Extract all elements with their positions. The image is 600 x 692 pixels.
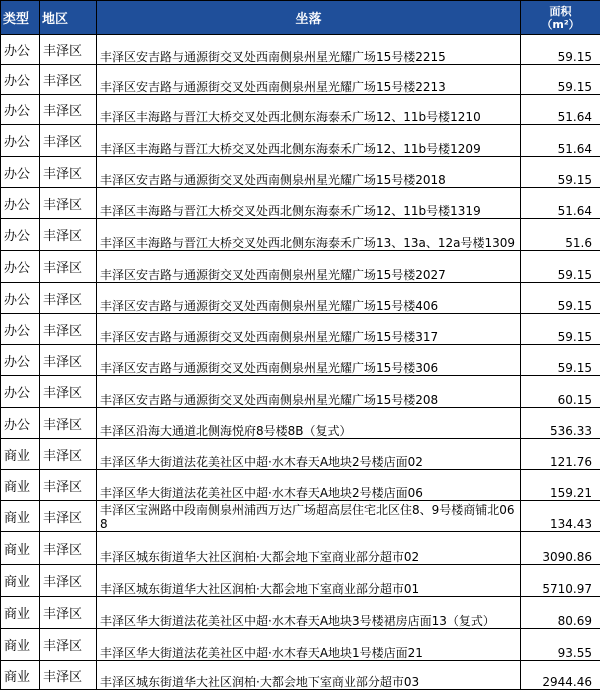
table-row xyxy=(1,219,600,251)
cell-address: 丰泽区丰海路与晋江大桥交叉处西北侧东海泰禾广场13、13a、12a号楼1309 xyxy=(97,219,521,251)
cell-address: 丰泽区城东街道华大社区润柏·大都会地下室商业部分超市03 xyxy=(97,661,521,690)
cell-type: 办公 xyxy=(1,314,40,345)
cell-address: 丰泽区安吉路与通源街交叉处西南侧泉州星光耀广场15号楼406 xyxy=(97,283,521,314)
cell-area: 51.64 xyxy=(521,125,600,157)
header-address: 坐落 xyxy=(97,1,521,35)
cell-type: 商业 xyxy=(1,629,40,661)
header-type: 类型 xyxy=(1,1,40,35)
cell-type: 办公 xyxy=(1,157,40,188)
cell-area: 134.43 xyxy=(521,501,600,532)
cell-area: 159.21 xyxy=(521,470,600,501)
cell-area: 5710.97 xyxy=(521,565,600,597)
cell-area: 51.6 xyxy=(521,219,600,251)
header-area xyxy=(521,1,600,35)
cell-type: 商业 xyxy=(1,661,40,690)
cell-area: 536.33 xyxy=(521,408,600,439)
cell-district: 丰泽区 xyxy=(40,376,97,408)
table-row xyxy=(1,251,600,283)
table-row xyxy=(1,65,600,95)
cell-district: 丰泽区 xyxy=(40,439,97,470)
cell-district: 丰泽区 xyxy=(40,188,97,219)
table-row xyxy=(1,439,600,470)
table-row xyxy=(1,35,600,65)
cell-area: 93.55 xyxy=(521,629,600,661)
cell-area: 59.15 xyxy=(521,157,600,188)
cell-area: 59.15 xyxy=(521,283,600,314)
header-area-label: 面积 xyxy=(549,4,572,18)
cell-district: 丰泽区 xyxy=(40,532,97,565)
header-area-unit: （m²） xyxy=(541,17,580,31)
cell-address: 丰泽区宝洲路中段南侧泉州浦西万达广场超高层住宅北区住8、9号楼商铺北068 xyxy=(97,501,521,532)
table-row xyxy=(1,470,600,501)
cell-type: 商业 xyxy=(1,439,40,470)
table-row xyxy=(1,408,600,439)
cell-area: 59.15 xyxy=(521,251,600,283)
table-row xyxy=(1,157,600,188)
cell-type: 办公 xyxy=(1,125,40,157)
cell-address: 丰泽区安吉路与通源街交叉处西南侧泉州星光耀广场15号楼208 xyxy=(97,376,521,408)
cell-district: 丰泽区 xyxy=(40,661,97,690)
header-district: 地区 xyxy=(40,1,97,35)
cell-type: 办公 xyxy=(1,345,40,376)
cell-area: 59.15 xyxy=(521,345,600,376)
table-row xyxy=(1,661,600,690)
cell-district: 丰泽区 xyxy=(40,314,97,345)
cell-area: 51.64 xyxy=(521,95,600,125)
cell-district: 丰泽区 xyxy=(40,219,97,251)
cell-address: 丰泽区城东街道华大社区润柏·大都会地下室商业部分超市02 xyxy=(97,532,521,565)
cell-address: 丰泽区华大街道法花美社区中超·水木春天A地块3号楼裙房店面13（复式） xyxy=(97,597,521,629)
cell-area: 51.64 xyxy=(521,188,600,219)
cell-type: 办公 xyxy=(1,35,40,65)
cell-address: 丰泽区安吉路与通源街交叉处西南侧泉州星光耀广场15号楼317 xyxy=(97,314,521,345)
cell-district: 丰泽区 xyxy=(40,565,97,597)
cell-district: 丰泽区 xyxy=(40,629,97,661)
cell-type: 商业 xyxy=(1,501,40,532)
cell-area: 3090.86 xyxy=(521,532,600,565)
header-row xyxy=(1,1,600,35)
cell-address: 丰泽区安吉路与通源街交叉处西南侧泉州星光耀广场15号楼2018 xyxy=(97,157,521,188)
cell-address: 丰泽区安吉路与通源街交叉处西南侧泉州星光耀广场15号楼306 xyxy=(97,345,521,376)
cell-type: 办公 xyxy=(1,251,40,283)
cell-district: 丰泽区 xyxy=(40,501,97,532)
cell-area: 60.15 xyxy=(521,376,600,408)
cell-district: 丰泽区 xyxy=(40,35,97,65)
cell-district: 丰泽区 xyxy=(40,283,97,314)
cell-type: 办公 xyxy=(1,95,40,125)
cell-address: 丰泽区丰海路与晋江大桥交叉处西北侧东海泰禾广场12、11b号楼1209 xyxy=(97,125,521,157)
cell-type: 办公 xyxy=(1,283,40,314)
cell-district: 丰泽区 xyxy=(40,597,97,629)
cell-district: 丰泽区 xyxy=(40,95,97,125)
table-row xyxy=(1,188,600,219)
cell-address: 丰泽区安吉路与通源街交叉处西南侧泉州星光耀广场15号楼2027 xyxy=(97,251,521,283)
cell-type: 商业 xyxy=(1,470,40,501)
cell-type: 办公 xyxy=(1,65,40,95)
table-row xyxy=(1,376,600,408)
cell-address: 丰泽区华大街道法花美社区中超·水木春天A地块1号楼店面21 xyxy=(97,629,521,661)
table-row xyxy=(1,95,600,125)
cell-area: 59.15 xyxy=(521,65,600,95)
cell-district: 丰泽区 xyxy=(40,470,97,501)
cell-area: 2944.46 xyxy=(521,661,600,690)
cell-type: 办公 xyxy=(1,219,40,251)
cell-address: 丰泽区华大街道法花美社区中超·水木春天A地块2号楼店面06 xyxy=(97,470,521,501)
cell-type: 商业 xyxy=(1,565,40,597)
table-row xyxy=(1,314,600,345)
cell-district: 丰泽区 xyxy=(40,65,97,95)
cell-address: 丰泽区华大街道法花美社区中超·水木春天A地块2号楼店面02 xyxy=(97,439,521,470)
cell-type: 商业 xyxy=(1,597,40,629)
cell-address: 丰泽区安吉路与通源街交叉处西南侧泉州星光耀广场15号楼2215 xyxy=(97,35,521,65)
table-row xyxy=(1,565,600,597)
cell-address: 丰泽区安吉路与通源街交叉处西南侧泉州星光耀广场15号楼2213 xyxy=(97,65,521,95)
cell-address: 丰泽区沿海大通道北侧海悦府8号楼8B（复式） xyxy=(97,408,521,439)
cell-type: 办公 xyxy=(1,188,40,219)
table-row xyxy=(1,345,600,376)
table-row xyxy=(1,629,600,661)
cell-district: 丰泽区 xyxy=(40,251,97,283)
cell-type: 办公 xyxy=(1,376,40,408)
cell-area: 121.76 xyxy=(521,439,600,470)
cell-address: 丰泽区城东街道华大社区润柏·大都会地下室商业部分超市01 xyxy=(97,565,521,597)
cell-district: 丰泽区 xyxy=(40,345,97,376)
cell-district: 丰泽区 xyxy=(40,157,97,188)
cell-area: 80.69 xyxy=(521,597,600,629)
table-row xyxy=(1,597,600,629)
table-row xyxy=(1,532,600,565)
table-row xyxy=(1,283,600,314)
table-row xyxy=(1,501,600,532)
cell-type: 商业 xyxy=(1,532,40,565)
cell-area: 59.15 xyxy=(521,314,600,345)
cell-type: 办公 xyxy=(1,408,40,439)
cell-district: 丰泽区 xyxy=(40,125,97,157)
cell-district: 丰泽区 xyxy=(40,408,97,439)
table-row xyxy=(1,125,600,157)
cell-area: 59.15 xyxy=(521,35,600,65)
cell-address: 丰泽区丰海路与晋江大桥交叉处西北侧东海泰禾广场12、11b号楼1319 xyxy=(97,188,521,219)
cell-address: 丰泽区丰海路与晋江大桥交叉处西北侧东海泰禾广场12、11b号楼1210 xyxy=(97,95,521,125)
